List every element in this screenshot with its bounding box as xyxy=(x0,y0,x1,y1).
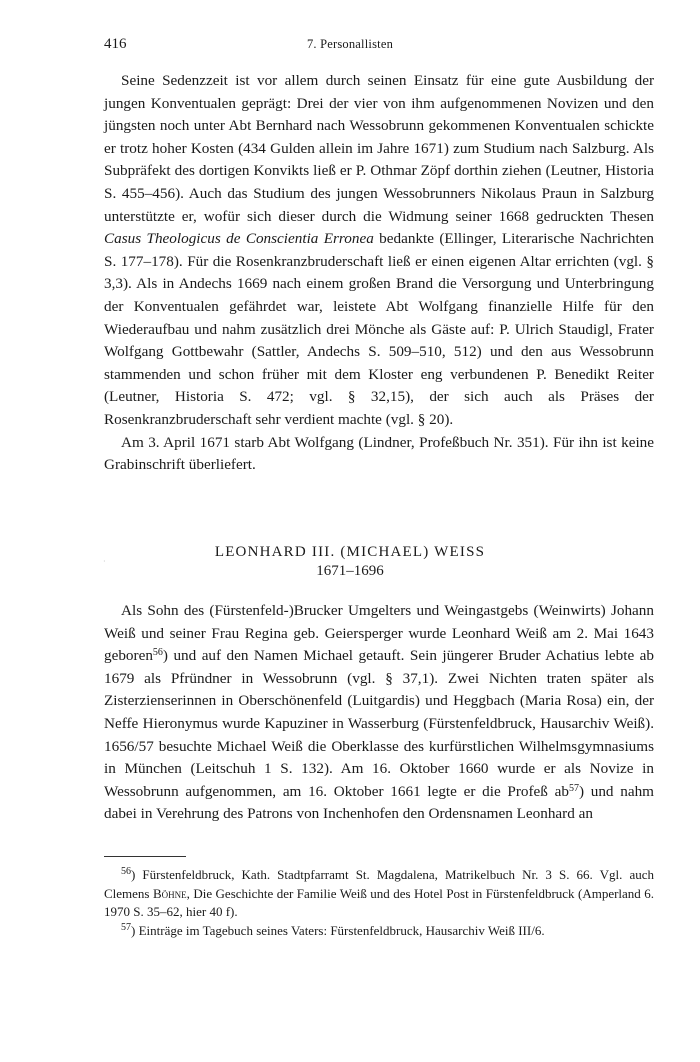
footnote: $^{56}$) Fürstenfeldbruck, Kath. Stadtpfarramt St. Magdalena, Matrikelbuch Nr. 3 S. 66. Vgl. auch Clemens Böhne, Die Geschichte der Familie Weiß und des Hotel Post in Fürstenfeldbruck (Amperland 6. 1970 S. 35–62, hier 40 f). xyxy=(104,866,655,919)
paragraph: Seine Sedenzzeit ist vor allem durch seinen Einsatz für eine gute Ausbildung der jungen Konventualen geprägt: Drei der vier von ihm aufgenommenen Novizen und den jüngsten noch unter Abt Bernhard nach Wessobrunn gekommenen Konventualen schickte er trotz hoher Kosten (434 Gulden allein im Jahre 1671) zum Studium nach Salzburg. Als Subpräfekt des dortigen Konvikts ließ er P. Othmar Zöpf dorthin ziehen (Leutner, Historia S. 455–456). Auch das Studium des jungen Wessobrunners Nikolaus Praun in Salzburg unterstützte er, wofür sich dieser durch die Widmung seiner 1668 gedruckten Thesen Casus Theologicus de Conscientia Erronea bedankte (Ellinger, Literarische Nachrichten S. 177–178). Für die Rosenkranzbruderschaft ließ er einen eigenen Altar errichten (vgl. § 3,3). Als in Andechs 1669 nach einem großen Brand die Versorgung und Unterbringung der Konventualen gefährdet war, leistete Abt Wolfgang finanzielle Hilfe für den Wiederaufbau und nahm zusätzlich drei Mönche als Gäste auf: P. Ulrich Staudigl, Frater Wolfgang Gottbewahr (Sattler, Andechs S. 509–510, 512) und den aus Wessobrunn stammenden und schon früher mit dem Kloster eng verbundenen P. Benedikt Reiter (Leutner, Historia S. 472; vgl. § 32,15), der sich auch als Präses der Rosenkranzbruderschaft sehr verdient machte (vgl. § 20). xyxy=(104,72,654,428)
footnote-divider xyxy=(104,856,186,857)
paragraph: Als Sohn des (Fürstenfeld-)Brucker Umgelters und Weingastgebs (Weinwirts) Johann Weiß und seiner Frau Regina geb. Geiersperger wurde Leonhard Weiß am 2. Mai 1643 geboren$^{56}$) und auf den Namen Michael getauft. Sein jüngerer Bruder Achatius lebte ab 1679 als Pfründner in Wessobrunn (vgl. § 37,1). Zwei Nichten traten später als Zisterzienserinnen in Oberschönenfeld (Luitgardis) und Heggbach (Maria Rosa) ein, der Neffe Hieronymus wurde Kapuziner in Wasserburg (Fürstenfeldbruck, Hausarchiv Weiß). 1656/57 besuchte Michael Weiß die Oberklasse des kurfürstlichen Wilhelmsgymnasiums in München (Leitschuh 1 S. 132). Am 16. Oktober 1660 wurde er als Novize in Wessobrunn aufgenommen, am 16. Oktober 1661 legte er die Profeß $ab^{57}$) und nahm dabei in Verehrung des Patrons von Inchenhofen den Ordensnamen Leonhard an xyxy=(104,602,654,823)
section-years: 1671–1696 xyxy=(316,563,384,579)
section-abt-wolfgang-text xyxy=(104,70,654,477)
page-number: 416 xyxy=(104,36,127,52)
page-speck: · xyxy=(103,557,106,566)
footnote-ref[interactable]: 56 xyxy=(152,647,163,659)
footnote-ref[interactable]: 57 xyxy=(568,782,579,794)
paragraph: Am 3. April 1671 starb Abt Wolfgang (Lindner, Profeßbuch Nr. 351). Für ihn ist keine Grabinschrift überliefert. xyxy=(104,433,654,474)
running-title: 7. Personallisten xyxy=(306,37,394,51)
section-leonhard-text xyxy=(104,600,654,826)
footnotes xyxy=(104,866,654,940)
footnote: $^{57}$) Einträge im Tagebuch seines Vaters: Fürstenfeldbruck, Hausarchiv Weiß III/6. xyxy=(121,921,545,938)
section-heading: LEONHARD III. (MICHAEL) WEISS xyxy=(214,544,486,560)
italic-title: Casus Theologicus de Conscientia Erronea xyxy=(104,230,374,248)
